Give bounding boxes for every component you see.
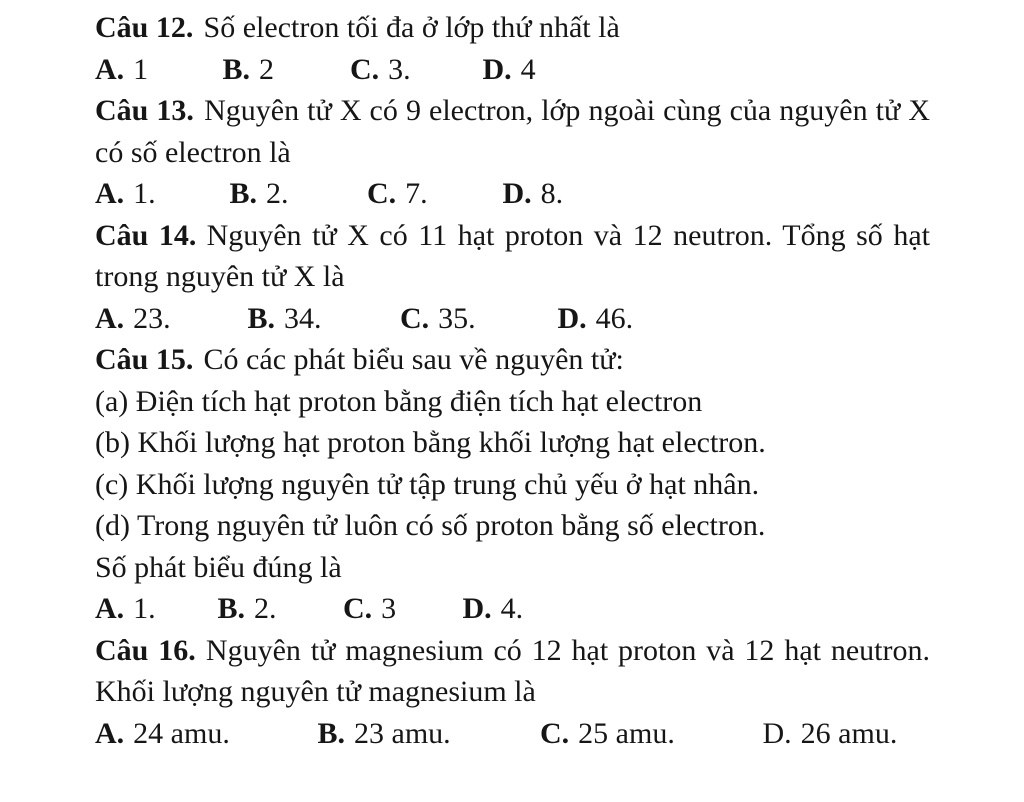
question-15-text: Có các phát biểu sau về nguyên tử: — [203, 343, 624, 376]
option-d-value: 26 amu. — [800, 716, 898, 750]
option-b-value: 2 — [259, 52, 275, 86]
option-a-letter: A. — [95, 52, 125, 86]
question-16 — [95, 630, 930, 713]
option-a — [95, 588, 210, 630]
question-12-text: Số electron tối đa ở lớp thứ nhất là — [203, 11, 620, 44]
option-d-value: 4 — [520, 52, 536, 86]
question-16-number: Câu 16. — [95, 633, 196, 667]
option-d-letter: D. — [462, 592, 492, 625]
option-c-value: 3 — [381, 592, 397, 625]
option-c-letter: C. — [367, 177, 397, 210]
statement-b: (b) Khối lượng hạt proton bằng khối lượng hạt electron. — [95, 426, 766, 459]
option-a-value: 1 — [133, 52, 149, 86]
option-c-letter: C. — [540, 716, 570, 750]
option-d-letter: D. — [482, 52, 512, 86]
option-a-letter: A. — [95, 301, 125, 335]
option-c-letter: C. — [343, 592, 373, 625]
option-b — [248, 298, 393, 340]
statement-d: (d) Trong nguyên tử luôn có số proton bằng số electron. — [95, 509, 766, 542]
option-d-letter: D. — [557, 301, 587, 335]
option-a-value: 1. — [133, 177, 156, 210]
option-c — [350, 49, 475, 91]
option-a-letter: A. — [95, 177, 125, 210]
option-d — [558, 298, 634, 340]
question-15 — [95, 339, 930, 381]
option-a-letter: A. — [95, 592, 125, 625]
option-a — [95, 298, 240, 340]
option-b-value: 23 amu. — [354, 716, 451, 750]
option-b-letter: B. — [317, 716, 346, 750]
question-14-number: Câu 14. — [95, 218, 197, 252]
option-d-value: 46. — [595, 301, 634, 335]
question-12-number: Câu 12. — [95, 11, 194, 44]
option-d-letter: D. — [502, 177, 532, 210]
option-d — [503, 173, 564, 215]
option-d — [763, 713, 898, 755]
question-12-options — [95, 49, 930, 91]
option-a — [95, 49, 215, 91]
option-c-value: 35. — [438, 301, 476, 335]
option-b-letter: B. — [222, 52, 251, 86]
question-13-text: Nguyên tử X có 9 electron, lớp ngoài cùng của nguyên tử X có số electron là — [95, 94, 930, 169]
option-c — [367, 173, 495, 215]
option-a-letter: A. — [95, 716, 125, 750]
question-13-options — [95, 173, 930, 215]
option-c — [343, 588, 455, 630]
option-c-value: 7. — [405, 177, 428, 210]
question-15-number: Câu 15. — [95, 343, 194, 376]
option-b — [318, 713, 533, 755]
question-14-text: Nguyên tử X có 11 hạt proton và 12 neutron. Tổng số hạt trong nguyên tử X là — [95, 218, 930, 293]
question-16-text: Nguyên tử magnesium có 12 hạt proton và 12 hạt neutron. Khối lượng nguyên tử magnesium là — [95, 633, 930, 708]
option-b — [230, 173, 360, 215]
option-c-letter: C. — [400, 301, 430, 335]
option-d — [463, 588, 524, 630]
option-a — [95, 173, 222, 215]
option-b-value: 34. — [284, 301, 322, 335]
option-b-letter: B. — [217, 592, 246, 625]
option-c-letter: C. — [350, 52, 380, 86]
question-15-options — [95, 588, 930, 630]
question-14 — [95, 215, 930, 298]
option-d-value: 4. — [500, 592, 524, 625]
question-13-number: Câu 13. — [95, 94, 194, 127]
question-14-options — [95, 298, 930, 340]
question-15-closing: Số phát biểu đúng là — [95, 550, 342, 584]
option-a — [95, 713, 310, 755]
statement-a: (a) Điện tích hạt proton bằng điện tích hạt electron — [95, 384, 703, 418]
option-b-letter: B. — [247, 301, 276, 335]
statement-c: (c) Khối lượng nguyên tử tập trung chủ yếu ở hạt nhân. — [95, 467, 760, 501]
option-a-value: 1. — [133, 592, 156, 625]
option-d — [483, 49, 536, 91]
option-b-value: 2. — [254, 592, 277, 625]
option-b-value: 2. — [266, 177, 289, 210]
question-16-options — [95, 713, 930, 755]
option-b — [223, 49, 343, 91]
option-a-value: 23. — [133, 301, 171, 335]
option-b-letter: B. — [229, 177, 258, 210]
option-b — [218, 588, 336, 630]
option-d-value: 8. — [540, 177, 564, 210]
option-d-letter: D. — [762, 716, 792, 750]
option-c-value: 3. — [388, 52, 411, 86]
question-12 — [95, 7, 930, 49]
question-13 — [95, 90, 930, 173]
option-c-value: 25 amu. — [578, 716, 675, 750]
option-a-value: 24 amu. — [133, 716, 230, 750]
option-c — [540, 713, 755, 755]
option-c — [400, 298, 550, 340]
